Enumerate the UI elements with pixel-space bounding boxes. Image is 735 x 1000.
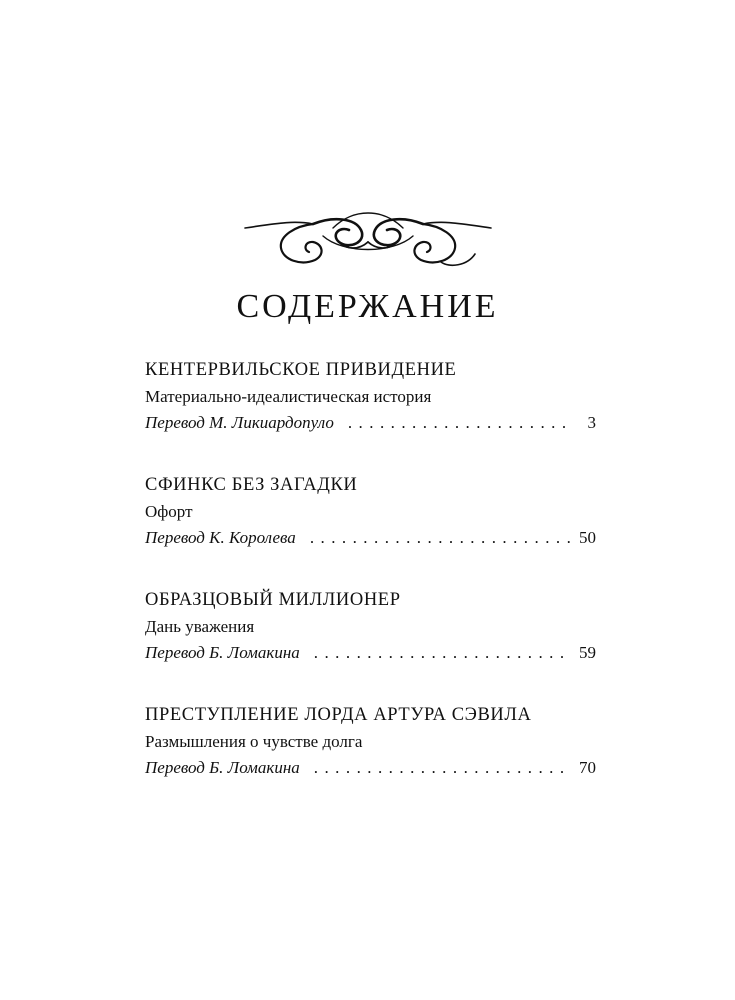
flourish-ornament-icon <box>243 206 493 272</box>
toc-list <box>145 356 596 816</box>
dot-leader <box>310 524 570 551</box>
entry-subtitle: Офорт <box>145 502 193 521</box>
entry-page-number: 50 <box>579 528 596 547</box>
entry-line <box>145 524 596 551</box>
entry-line <box>145 639 596 666</box>
entry-line <box>145 754 596 781</box>
entry-title: ПРЕСТУПЛЕНИЕ ЛОРДА АРТУРА СЭВИЛА <box>145 705 532 725</box>
entry-translator: Перевод К. Королева <box>145 528 296 547</box>
dot-leader <box>348 409 570 436</box>
entry-subtitle: Размышления о чувстве долга <box>145 732 363 751</box>
entry-translator: Перевод М. Ликиардопуло <box>145 413 334 432</box>
toc-entry <box>145 471 596 551</box>
entry-subtitle: Материально-идеалистическая история <box>145 387 432 406</box>
toc-entry <box>145 356 596 436</box>
toc-entry <box>145 586 596 666</box>
entry-page-number: 59 <box>579 643 596 662</box>
page-title: СОДЕРЖАНИЕ <box>236 288 499 325</box>
entry-subtitle: Дань уважения <box>145 617 255 636</box>
entry-title: ОБРАЗЦОВЫЙ МИЛЛИОНЕР <box>145 590 401 610</box>
entry-title: СФИНКС БЕЗ ЗАГАДКИ <box>145 475 358 495</box>
entry-translator: Перевод Б. Ломакина <box>145 643 300 662</box>
entry-title: КЕНТЕРВИЛЬСКОЕ ПРИВИДЕНИЕ <box>145 360 457 380</box>
entry-translator: Перевод Б. Ломакина <box>145 758 300 777</box>
toc-entry <box>145 701 596 781</box>
dot-leader <box>314 754 570 781</box>
entry-line <box>145 409 596 436</box>
entry-page-number: 70 <box>579 758 596 777</box>
dot-leader <box>314 639 570 666</box>
entry-page-number: 3 <box>587 413 596 432</box>
